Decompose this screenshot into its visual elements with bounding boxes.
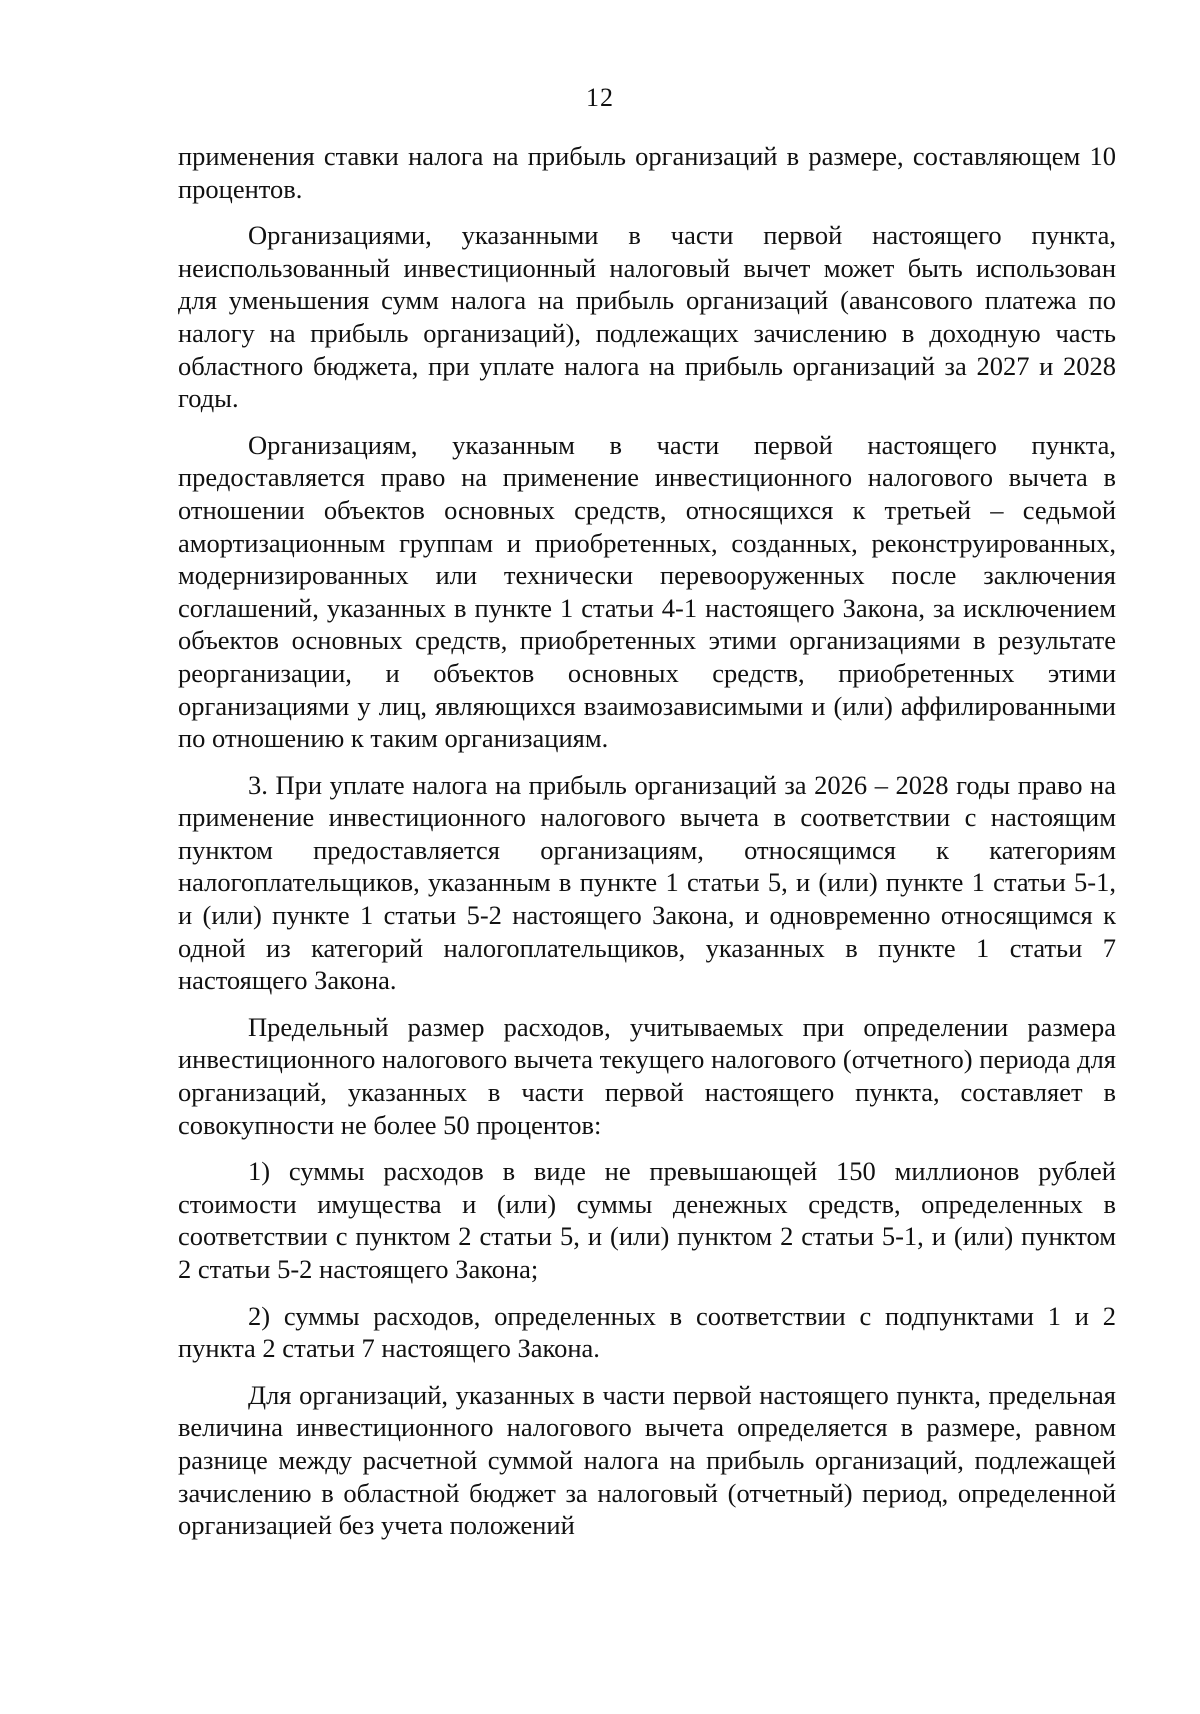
paragraph-continuation: применения ставки налога на прибыль организаций в размере, составляющем 10 процентов. (178, 141, 1116, 204)
page-number: 12 (586, 83, 614, 112)
paragraph-expense-limit: Предельный размер расходов, учитываемых при определении размера инвестиционного налогового вычета текущего налогового (отчетного) периода для организаций, указанных в части первой настоящего пункта, составляет в совокупности не более 50 процентов: (178, 1011, 1116, 1140)
paragraph-deduction-limit: Для организаций, указанных в части первой настоящего пункта, предельная величина инвестиционного налогового вычета определяется в размере, равном разнице между расчетной суммой налога на прибыль организаций, подлежащей зачислению в областной бюджет за налоговый (отчетный) период, определенной организацией без учета положений (178, 1379, 1116, 1541)
paragraph-item-1: 1) суммы расходов в виде не превышающей 150 миллионов рублей стоимости имущества и (или) суммы денежных средств, определенных в соответствии с пунктом 2 статьи 5, и (или) пунктом 2 статьи 5-1, и (или) пунктом 2 статьи 5-2 настоящего Закона; (178, 1156, 1116, 1284)
paragraph-unused-deduction: Организациями, указанными в части первой настоящего пункта, неиспользованный инвестиционный налоговый вычет может быть использован для уменьшения сумм налога на прибыль организаций (авансового платежа по налогу на прибыль организаций), подлежащих зачислению в доходную часть областного бюджета, при уплате налога на прибыль организаций за 2027 и 2028 годы. (178, 220, 1116, 414)
document-body (178, 140, 1116, 1542)
paragraph-fixed-assets: Организациям, указанным в части первой настоящего пункта, предоставляется право на применение инвестиционного налогового вычета в отношении объектов основных средств, относящихся к третьей – седьмой амортизационным группам и приобретенных, созданных, реконструированных, модернизированных или технически перевооруженных после заключения соглашений, указанных в пункте 1 статьи 4-1 настоящего Закона, за исключением объектов основных средств, приобретенных этими организациями в результате реорганизации, и объектов основных средств, приобретенных этими организациями у лиц, являющихся взаимозависимыми и (или) аффилированными по отношению к таким организациям. (178, 429, 1116, 754)
paragraph-item-2: 2) суммы расходов, определенных в соответствии с подпунктами 1 и 2 пункта 2 статьи 7 настоящего Закона. (178, 1300, 1116, 1364)
paragraph-point-3: 3. При уплате налога на прибыль организаций за 2026 – 2028 годы право на применение инвестиционного налогового вычета в соответствии с настоящим пунктом предоставляется организациям, относящимся к категориям налогоплательщиков, указанным в пункте 1 статьи 5, и (или) пункте 1 статьи 5-1, и (или) пункте 1 статьи 5-2 настоящего Закона, и одновременно относящимся к одной из категорий налогоплательщиков, указанных в пункте 1 статьи 7 настоящего Закона. (178, 769, 1116, 996)
